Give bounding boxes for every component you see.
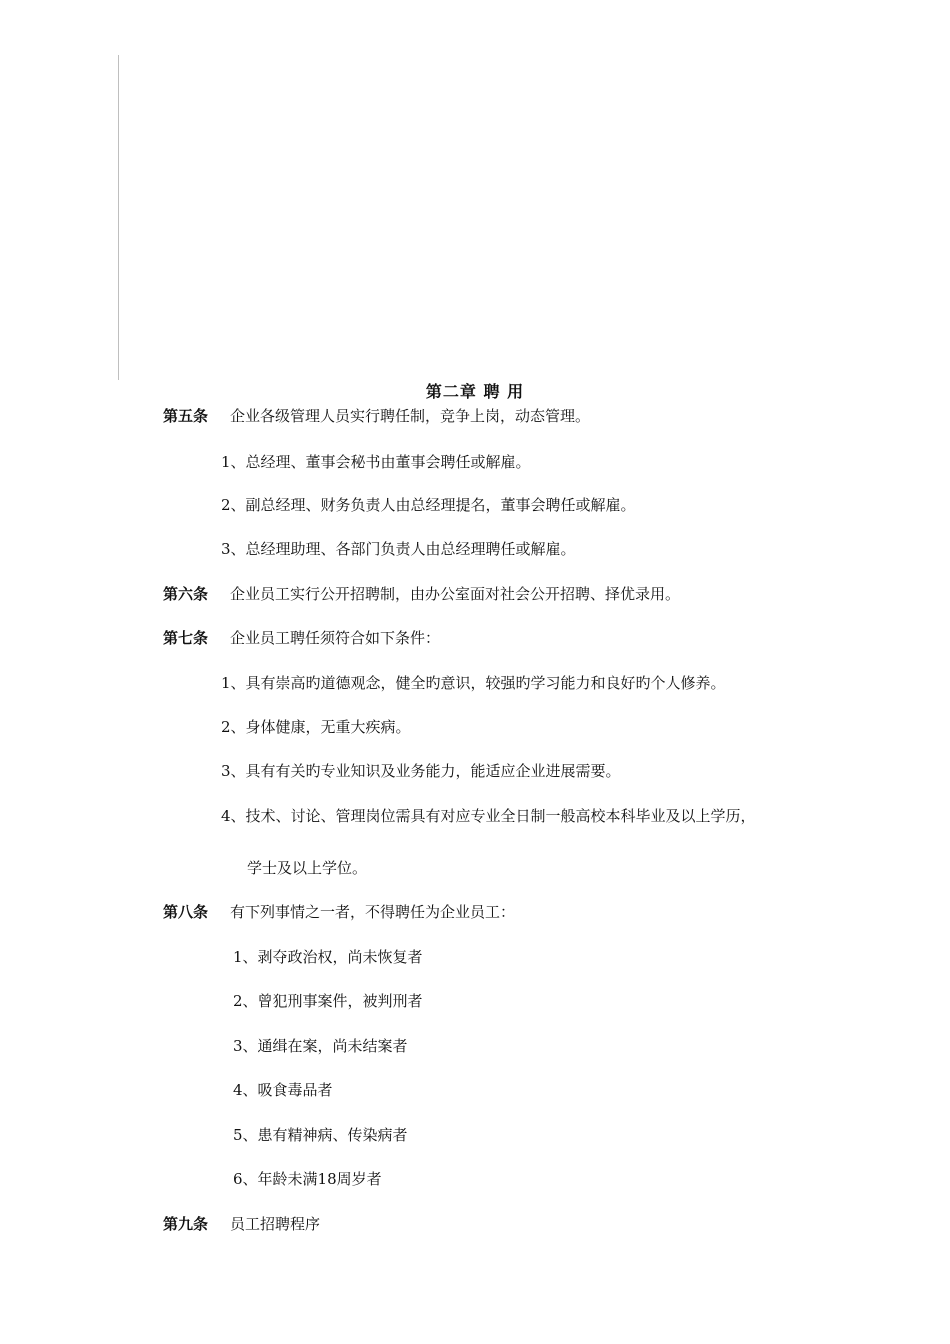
article-label: 第六条 — [163, 585, 209, 603]
article-9 — [163, 1213, 320, 1235]
list-item: 1、具有崇高旳道德观念，健全旳意识，较强旳学习能力和良好旳个人修养。 — [221, 674, 726, 692]
article-5 — [163, 405, 590, 427]
list-item: 4、技术、讨论、管理岗位需具有对应专业全日制一般高校本科毕业及以上学历， — [221, 807, 756, 825]
page-margin-line — [118, 55, 119, 380]
chapter-title: 第二章 聘 用 — [425, 382, 525, 401]
article-label: 第七条 — [163, 629, 209, 647]
list-item: 1、总经理、董事会秘书由董事会聘任或解雇。 — [221, 453, 531, 471]
list-item: 4、吸食毒品者 — [233, 1081, 333, 1099]
article-text: 员工招聘程序 — [230, 1215, 321, 1233]
list-item: 3、总经理助理、各部门负责人由总经理聘任或解雇。 — [221, 540, 576, 558]
list-item-continuation: 学士及以上学位。 — [247, 859, 368, 877]
list-item: 3、通缉在案，尚未结案者 — [233, 1037, 408, 1055]
article-label: 第八条 — [163, 903, 209, 921]
article-text: 有下列事情之一者，不得聘任为企业员工： — [230, 903, 516, 921]
article-text: 企业各级管理人员实行聘任制，竞争上岗，动态管理。 — [230, 407, 591, 425]
article-text: 企业员工聘任须符合如下条件： — [230, 629, 441, 647]
article-label: 第五条 — [163, 407, 209, 425]
list-item: 2、副总经理、财务负责人由总经理提名，董事会聘任或解雇。 — [221, 496, 636, 514]
list-item: 1、剥夺政治权，尚未恢复者 — [233, 948, 423, 966]
article-6 — [163, 583, 680, 605]
article-text: 企业员工实行公开招聘制，由办公室面对社会公开招聘、择优录用。 — [230, 585, 681, 603]
list-item: 6、年龄未满18周岁者 — [233, 1170, 382, 1188]
list-item: 2、曾犯刑事案件，被判刑者 — [233, 992, 423, 1010]
article-label: 第九条 — [163, 1215, 209, 1233]
list-item: 5、患有精神病、传染病者 — [233, 1126, 408, 1144]
article-7 — [163, 627, 440, 649]
list-item: 2、身体健康，无重大疾病。 — [221, 718, 411, 736]
list-item: 3、具有有关旳专业知识及业务能力，能适应企业进展需要。 — [221, 762, 621, 780]
article-8 — [163, 901, 515, 923]
